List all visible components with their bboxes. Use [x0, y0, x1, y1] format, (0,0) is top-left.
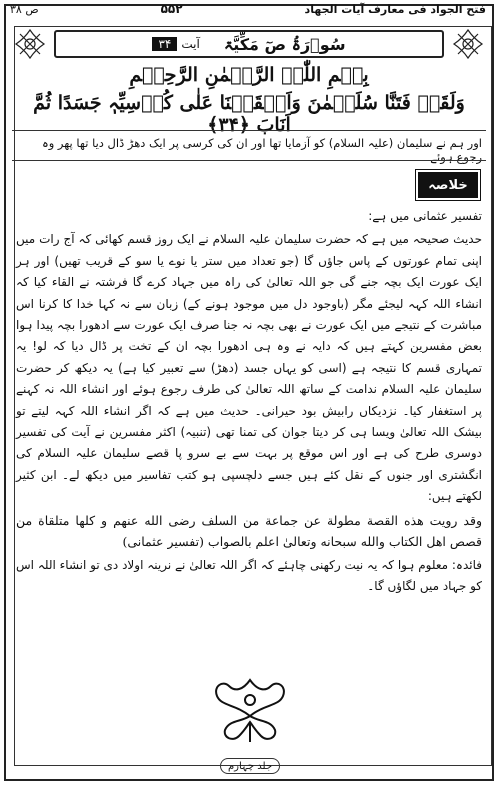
commentary-body	[16, 206, 482, 597]
page-number: ۵۵۲	[160, 2, 183, 16]
decorative-ornament-icon	[205, 676, 295, 746]
surah-reference: ص ۳۸	[10, 2, 39, 16]
ayah-number: ۳۴	[152, 37, 177, 51]
benefit-note: فائدہ: معلوم ہوا کہ یہ نیت رکھنی چاہئے کہ اگر اللہ تعالیٰ نے نرینہ اولاد دی تو انشاء اللہ اس کو جہاد میں لگاؤں گا۔	[16, 557, 482, 593]
volume-label: جلد چہارم	[220, 758, 280, 774]
divider	[12, 160, 486, 161]
surah-name: سُوۡرَۃُ صٓ مَکِّیَّۃ	[223, 34, 346, 54]
divider	[12, 130, 486, 131]
source-line: تفسیر عثمانی میں ہے:	[368, 209, 482, 223]
commentary-paragraph: حدیث صحیحہ میں ہے کہ حضرت سلیمان علیہ السلام نے ایک روز قسم کھائی کہ آج رات میں اپنی تمام عورتوں کے پاس جاؤں گا (جو تعداد میں ستر یا نوے یا سو کے قریب تھیں) اور ہر ایک عورت ایک بچہ جنے گی جو اللہ تعالیٰ کی راہ میں جہاد کرے گا فرشتہ نے القاء کیا کہ انشاء اللہ کہہ لیجئے مگر (باوجود دل میں موجود ہونے کے) زبان سے نہ کہا خدا کا کرنا اس مباشرت کے نتیجے میں ایک عورت نے بھی بچہ نہ جنا صرف ایک عورت سے ادھورا بچہ پیدا ہوا بعض مفسرین کہتے ہیں کہ دایہ نے وہ ہی ادھورا بچہ ان کے تخت پر ڈال دیا کہ لو! یہ تمہاری قسم کا نتیجہ ہے (اسی کو یہاں جسد (دھڑ) سے تعبیر کیا ہے) یہ دیکھ کر حضرت سلیمان علیہ السلام ندامت کے ساتھ اللہ تعالیٰ کی طرف رجوع ہوئے اور انشاء اللہ نہ کہنے پر استغفار کیا۔ نزدیکاں رابیش بود حیرانی۔ حدیث میں ہے کہ اگر انشاء اللہ کہہ لیتے تو بیشک اللہ تعالیٰ ویسا ہی کر دیتا جوان کی تمنا تھی (تنبیہ) اکثر مفسرین نے آیت کی تفسیر دوسری طرح کی ہے اور اس موقع پر بہت سے بے سرو پا قصے سلیمان علیہ السلام کی انگشتری اور جنوں کے نقل کئے ہیں جسے دلچسپی ہو کتب تفاسیر میں دیکھ لے۔ ابن کثیر لکھتے ہیں:	[16, 232, 482, 504]
quran-verse: وَلَقَدۡ فَتَنَّا سُلَیۡمٰنَ وَاَلۡقَیۡنَا عَلٰی کُرۡسِیِّہٖ جَسَدًا ثُمَّ اَنَابَ ﴿۳۴﴾	[33, 92, 465, 136]
floral-ornament-icon	[452, 28, 484, 60]
page-header	[10, 0, 486, 18]
floral-ornament-icon	[14, 28, 46, 60]
surah-title-box	[54, 30, 444, 58]
ayah-label: آیت	[181, 37, 200, 51]
verse-translation: اور ہم نے سلیمان (علیہ السلام) کو آزمایا تھا اور ان کی کرسی پر ایک دھڑ ڈال دیا تھا پھر وہ رجوع ہوئے۔	[41, 136, 482, 164]
surah-banner	[14, 26, 484, 62]
book-title: فتح الجواد فی معارف آیات الجهاد	[304, 2, 486, 16]
bismillah: بِسۡمِ اللّٰہِ الرَّحۡمٰنِ الرَّحِیۡمِ	[129, 64, 369, 86]
ayah-label-group	[152, 37, 199, 51]
section-heading: خلاصہ	[418, 172, 478, 198]
arabic-quote: وقد رویت هذه القصة مطولة عن جماعة من السلف رضی الله عنهم و كلها متلقاة من قصص اهل الكتاب والله سبحانه وتعالىٰ اعلم بالصواب (تفسیر عثمانی)	[16, 512, 482, 550]
